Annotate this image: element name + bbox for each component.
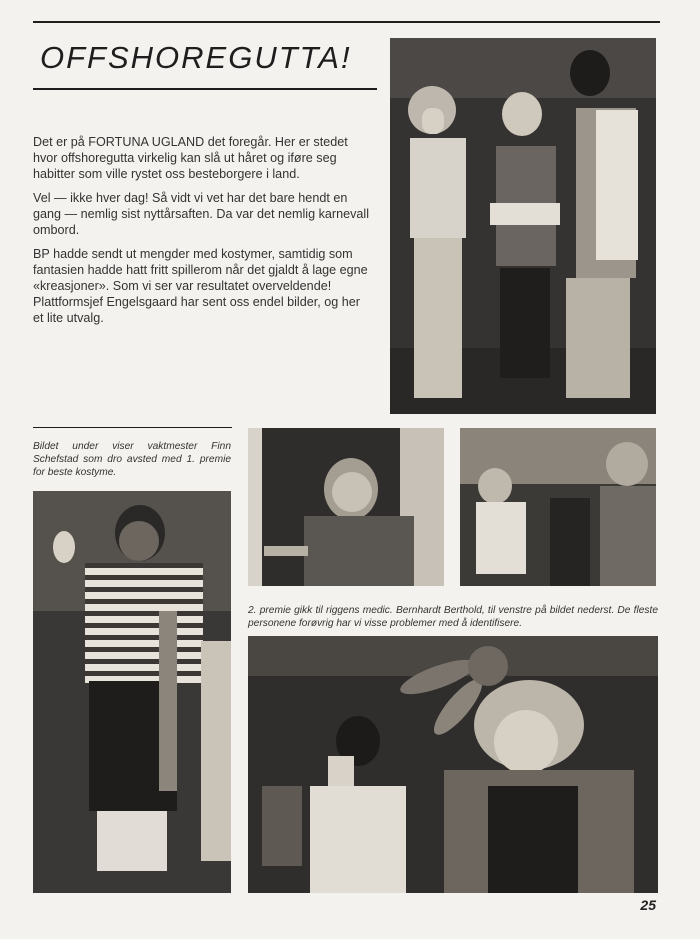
photo-party-guests	[460, 428, 656, 586]
page-title: OFFSHOREGUTTA!	[40, 40, 352, 75]
article-paragraph: BP hadde sendt ut mengder med kostymer, samtidig som fantasien hadde hatt fritt spillerom når det gjaldt å lage egne «kreasjoner». Som vi ser var resultatet overveldende! Plattformsjef Engelsgaard har sent oss endel bilder, og her et lite utvalg.	[33, 247, 368, 325]
photo-pirate-costume	[33, 491, 231, 893]
title-underline	[33, 88, 377, 90]
caption-rule	[33, 427, 232, 428]
top-rule	[33, 21, 660, 23]
article-body	[33, 134, 369, 334]
first-prize-caption: Bildet under viser vaktmester Finn Schefstad som dro avsted med 1. premie for beste kostyme.	[33, 441, 231, 478]
second-prize-caption: 2. premie gikk til riggens medic. Bernhardt Berthold, til venstre på bildet nederst. De fleste personene forøvrig har vi visse problemer med å identifisere.	[248, 605, 658, 629]
page-number: 25	[640, 897, 656, 913]
article-paragraph: Vel — ikke hver dag! Så vidt vi vet har det bare hendt en gang — nemlig sist nyttårsaften. Da var det nemlig karnevall ombord.	[33, 191, 369, 237]
photo-costumed-trio	[390, 38, 656, 414]
photo-medic-and-guests	[248, 636, 658, 893]
photo-man-glasses	[248, 428, 444, 586]
article-paragraph: Det er på FORTUNA UGLAND det foregår. Her er stedet hvor offshoregutta virkelig kan slå ut håret og iføre seg habitter som ville rystet oss besteborgere i land.	[33, 135, 348, 181]
